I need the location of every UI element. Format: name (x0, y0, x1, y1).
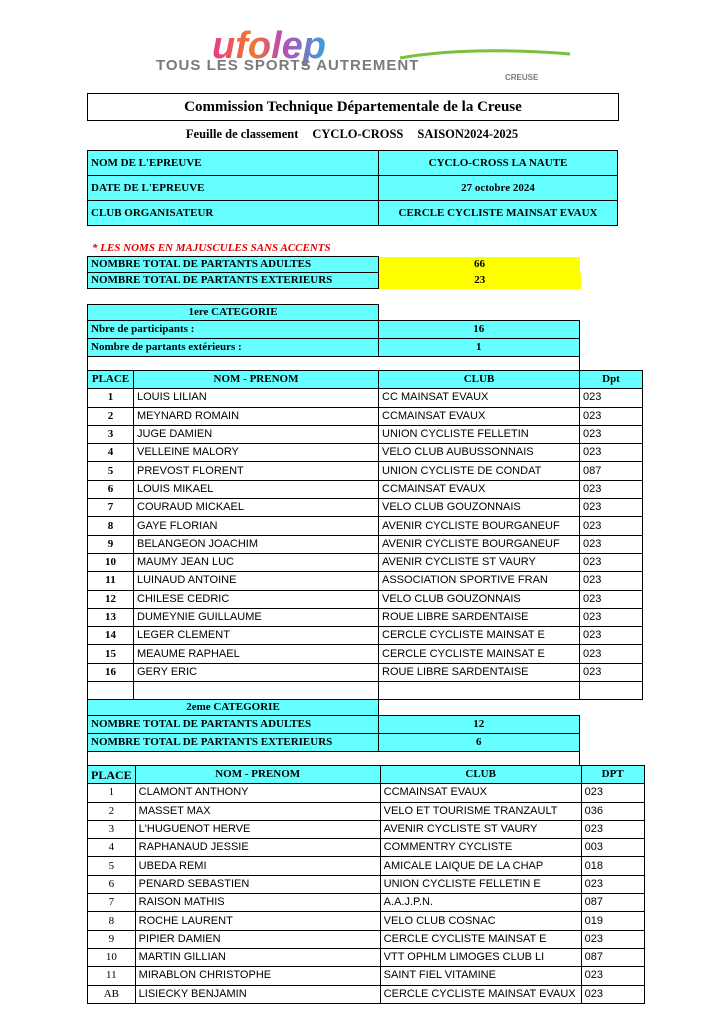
cat2-stat-value: 6 (379, 734, 580, 752)
totals-label: NOMBRE TOTAL DE PARTANTS ADULTES (88, 257, 379, 273)
club-cell: SAINT FIEL VITAMINE (380, 967, 581, 985)
table-row (88, 407, 643, 425)
place-cell: 1 (88, 389, 134, 407)
saison-label: SAISON2024-2025 (417, 126, 519, 141)
info-row-date (88, 176, 618, 201)
col-club: CLUB (380, 766, 581, 784)
place-cell: 9 (88, 930, 136, 948)
cat2-results-table (87, 765, 645, 1004)
col-dpt: Dpt (580, 371, 643, 389)
club-cell: VELO CLUB GOUZONNAIS (379, 499, 580, 517)
club-cell: UNION CYCLISTE DE CONDAT (379, 462, 580, 480)
place-cell: 4 (88, 444, 134, 462)
info-label: CLUB ORGANISATEUR (88, 201, 379, 226)
place-cell: 14 (88, 627, 134, 645)
dpt-cell: 023 (581, 930, 644, 948)
table-row (88, 875, 645, 893)
blank-row (88, 682, 643, 700)
feuille-label: Feuille de classement (185, 126, 299, 141)
table-row (88, 444, 643, 462)
cat1-rows (88, 389, 643, 700)
place-cell: 12 (88, 590, 134, 608)
dpt-cell: 023 (580, 425, 643, 443)
place-cell: 4 (88, 839, 136, 857)
club-cell: AVENIR CYCLISTE ST VAURY (379, 553, 580, 571)
name-cell: PENARD SEBASTIEN (135, 875, 380, 893)
table-row (88, 645, 643, 663)
club-cell: COMMENTRY CYCLISTE (380, 839, 581, 857)
place-cell: 11 (88, 967, 136, 985)
club-cell: CERCLE CYCLISTE MAINSAT EVAUX (380, 985, 581, 1003)
place-cell: 5 (88, 462, 134, 480)
name-cell: LOUIS MIKAEL (134, 480, 379, 498)
name-cell: BELANGEON JOACHIM (134, 535, 379, 553)
col-dpt: DPT (581, 766, 644, 784)
dpt-cell: 003 (581, 839, 644, 857)
dpt-cell: 023 (580, 535, 643, 553)
club-cell: ROUE LIBRE SARDENTAISE (379, 663, 580, 681)
name-cell: MAUMY JEAN LUC (134, 553, 379, 571)
table-row (88, 572, 643, 590)
club-cell: VELO CLUB AUBUSSONNAIS (379, 444, 580, 462)
place-cell: 6 (88, 875, 136, 893)
place-cell: 13 (88, 608, 134, 626)
ufolep-logo (150, 28, 590, 84)
dpt-cell: 019 (581, 912, 644, 930)
dpt-cell: 023 (580, 590, 643, 608)
club-cell: VELO CLUB COSNAC (380, 912, 581, 930)
table-row (88, 857, 645, 875)
place-cell: 2 (88, 802, 136, 820)
col-name: NOM - PRENOM (134, 371, 379, 389)
totals-table (87, 256, 581, 289)
cat2-summary (87, 699, 580, 768)
table-row (88, 784, 645, 802)
table-row (88, 480, 643, 498)
club-cell: AMICALE LAIQUE DE LA CHAP (380, 857, 581, 875)
table-row (88, 535, 643, 553)
name-cell: GERY ERIC (134, 663, 379, 681)
place-cell: 3 (88, 425, 134, 443)
name-cell: MASSET MAX (135, 802, 380, 820)
dpt-cell: 023 (580, 444, 643, 462)
table-row (88, 930, 645, 948)
col-place: PLACE (88, 371, 134, 389)
dpt-cell: 023 (581, 784, 644, 802)
dpt-cell: 023 (580, 663, 643, 681)
table-row (88, 517, 643, 535)
dpt-cell: 023 (581, 967, 644, 985)
name-cell: ROCHE LAURENT (135, 912, 380, 930)
table-row (88, 462, 643, 480)
info-label: DATE DE L'EPREUVE (88, 176, 379, 201)
cat1-header-row (88, 371, 643, 389)
logo-brand: ufolep (212, 28, 326, 67)
totals-row-exterieurs (88, 273, 581, 289)
dpt-cell: 023 (580, 480, 643, 498)
table-row (88, 499, 643, 517)
dpt-cell: 023 (580, 572, 643, 590)
club-cell: VELO ET TOURISME TRANZAULT (380, 802, 581, 820)
table-row (88, 912, 645, 930)
place-cell: 15 (88, 645, 134, 663)
info-row-epreuve (88, 151, 618, 176)
logo-tagline: TOUS LES SPORTS AUTREMENT (156, 57, 420, 74)
club-cell: UNION CYCLISTE FELLETIN (379, 425, 580, 443)
totals-label: NOMBRE TOTAL DE PARTANTS EXTERIEURS (88, 273, 379, 289)
name-cell: MARTIN GILLIAN (135, 948, 380, 966)
club-cell: CCMAINSAT EVAUX (380, 784, 581, 802)
place-cell: 7 (88, 894, 136, 912)
name-cell: GAYE FLORIAN (134, 517, 379, 535)
discipline-label: CYCLO-CROSS (312, 126, 404, 141)
club-cell: ASSOCIATION SPORTIVE FRAN (379, 572, 580, 590)
col-club: CLUB (379, 371, 580, 389)
name-cell: DUMEYNIE GUILLAUME (134, 608, 379, 626)
name-cell: MIRABLON CHRISTOPHE (135, 967, 380, 985)
table-row (88, 553, 643, 571)
dpt-cell: 023 (581, 820, 644, 838)
dpt-cell: 023 (580, 645, 643, 663)
place-cell: 10 (88, 948, 136, 966)
dpt-cell: 023 (580, 389, 643, 407)
cat2-header-row (88, 766, 645, 784)
dpt-cell: 036 (581, 802, 644, 820)
name-cell: CLAMONT ANTHONY (135, 784, 380, 802)
club-cell: AVENIR CYCLISTE ST VAURY (380, 820, 581, 838)
commission-title: Commission Technique Départementale de la Creuse (87, 93, 619, 121)
info-label: NOM DE L'EPREUVE (88, 151, 379, 176)
club-cell: UNION CYCLISTE FELLETIN E (380, 875, 581, 893)
club-cell: VTT OPHLM LIMOGES CLUB LI (380, 948, 581, 966)
place-cell: 16 (88, 663, 134, 681)
table-row (88, 663, 643, 681)
name-cell: LOUIS LILIAN (134, 389, 379, 407)
table-row (88, 839, 645, 857)
club-cell: CCMAINSAT EVAUX (379, 407, 580, 425)
place-cell: 3 (88, 820, 136, 838)
name-cell: PIPIER DAMIEN (135, 930, 380, 948)
cat2-stat-label: NOMBRE TOTAL DE PARTANTS ADULTES (88, 716, 379, 734)
name-cell: MEAUME RAPHAEL (134, 645, 379, 663)
table-row (88, 985, 645, 1003)
club-cell: CERCLE CYCLISTE MAINSAT E (380, 930, 581, 948)
cat2-rows (88, 784, 645, 1004)
info-value: CYCLO-CROSS LA NAUTE (379, 151, 618, 176)
place-cell: 8 (88, 912, 136, 930)
place-cell: 6 (88, 480, 134, 498)
table-row (88, 389, 643, 407)
name-cell: UBEDA REMI (135, 857, 380, 875)
table-row (88, 967, 645, 985)
ufolep-logo-graphic (150, 28, 590, 84)
cat1-results-table (87, 370, 643, 700)
name-cell: LISIECKY BENJAMIN (135, 985, 380, 1003)
place-cell: 7 (88, 499, 134, 517)
dpt-cell: 023 (580, 553, 643, 571)
club-cell: AVENIR CYCLISTE BOURGANEUF (379, 535, 580, 553)
club-cell: CERCLE CYCLISTE MAINSAT E (379, 645, 580, 663)
name-cell: MEYNARD ROMAIN (134, 407, 379, 425)
cat1-title: 1ere CATEGORIE (88, 305, 379, 321)
place-cell: 5 (88, 857, 136, 875)
totals-value: 23 (379, 273, 581, 289)
dpt-cell: 023 (580, 627, 643, 645)
name-cell: RAPHANAUD JESSIE (135, 839, 380, 857)
place-cell: 2 (88, 407, 134, 425)
club-cell: VELO CLUB GOUZONNAIS (379, 590, 580, 608)
name-cell: COURAUD MICKAEL (134, 499, 379, 517)
dpt-cell: 018 (581, 857, 644, 875)
dpt-cell: 087 (581, 894, 644, 912)
dpt-cell: 023 (581, 985, 644, 1003)
table-row (88, 948, 645, 966)
totals-row-adultes (88, 257, 581, 273)
dpt-cell: 023 (580, 517, 643, 535)
name-cell: JUGE DAMIEN (134, 425, 379, 443)
cat1-stat-value: 16 (379, 321, 580, 339)
table-row (88, 590, 643, 608)
feuille-line (87, 125, 617, 143)
cat1-stat-label: Nombre de partants extérieurs : (88, 339, 379, 357)
dpt-cell: 023 (580, 608, 643, 626)
col-place: PLACE (88, 766, 136, 784)
dpt-cell: 023 (580, 499, 643, 517)
info-value: CERCLE CYCLISTE MAINSAT EVAUX (379, 201, 618, 226)
club-cell: AVENIR CYCLISTE BOURGANEUF (379, 517, 580, 535)
name-cell: PREVOST FLORENT (134, 462, 379, 480)
info-row-club (88, 201, 618, 226)
info-value: 27 octobre 2024 (379, 176, 618, 201)
cat1-stat-label: Nbre de participants : (88, 321, 379, 339)
cat2-title: 2eme CATEGORIE (88, 700, 379, 716)
dpt-cell: 023 (581, 875, 644, 893)
name-cell: CHILESE CEDRIC (134, 590, 379, 608)
name-cell: LEGER CLEMENT (134, 627, 379, 645)
place-cell: 1 (88, 784, 136, 802)
name-cell: VELLEINE MALORY (134, 444, 379, 462)
name-cell: L'HUGUENOT HERVE (135, 820, 380, 838)
name-cell: LUINAUD ANTOINE (134, 572, 379, 590)
table-row (88, 820, 645, 838)
table-row (88, 802, 645, 820)
dpt-cell: 023 (580, 407, 643, 425)
accent-note: * LES NOMS EN MAJUSCULES SANS ACCENTS (92, 242, 331, 254)
club-cell: ROUE LIBRE SARDENTAISE (379, 608, 580, 626)
totals-value: 66 (379, 257, 581, 273)
cat1-summary (87, 304, 580, 373)
dpt-cell: 087 (581, 948, 644, 966)
table-row (88, 627, 643, 645)
table-row (88, 894, 645, 912)
table-row (88, 425, 643, 443)
club-cell: A.A.J.P.N. (380, 894, 581, 912)
logo-region: CREUSE (505, 73, 539, 82)
place-cell: 9 (88, 535, 134, 553)
col-name: NOM - PRENOM (135, 766, 380, 784)
place-cell: AB (88, 985, 136, 1003)
club-cell: CCMAINSAT EVAUX (379, 480, 580, 498)
event-info-table (87, 150, 618, 226)
club-cell: CERCLE CYCLISTE MAINSAT E (379, 627, 580, 645)
cat2-stat-value: 12 (379, 716, 580, 734)
cat2-stat-label: NOMBRE TOTAL DE PARTANTS EXTERIEURS (88, 734, 379, 752)
name-cell: RAISON MATHIS (135, 894, 380, 912)
place-cell: 8 (88, 517, 134, 535)
club-cell: CC MAINSAT EVAUX (379, 389, 580, 407)
cat1-stat-value: 1 (379, 339, 580, 357)
table-row (88, 608, 643, 626)
dpt-cell: 087 (580, 462, 643, 480)
place-cell: 10 (88, 553, 134, 571)
place-cell: 11 (88, 572, 134, 590)
